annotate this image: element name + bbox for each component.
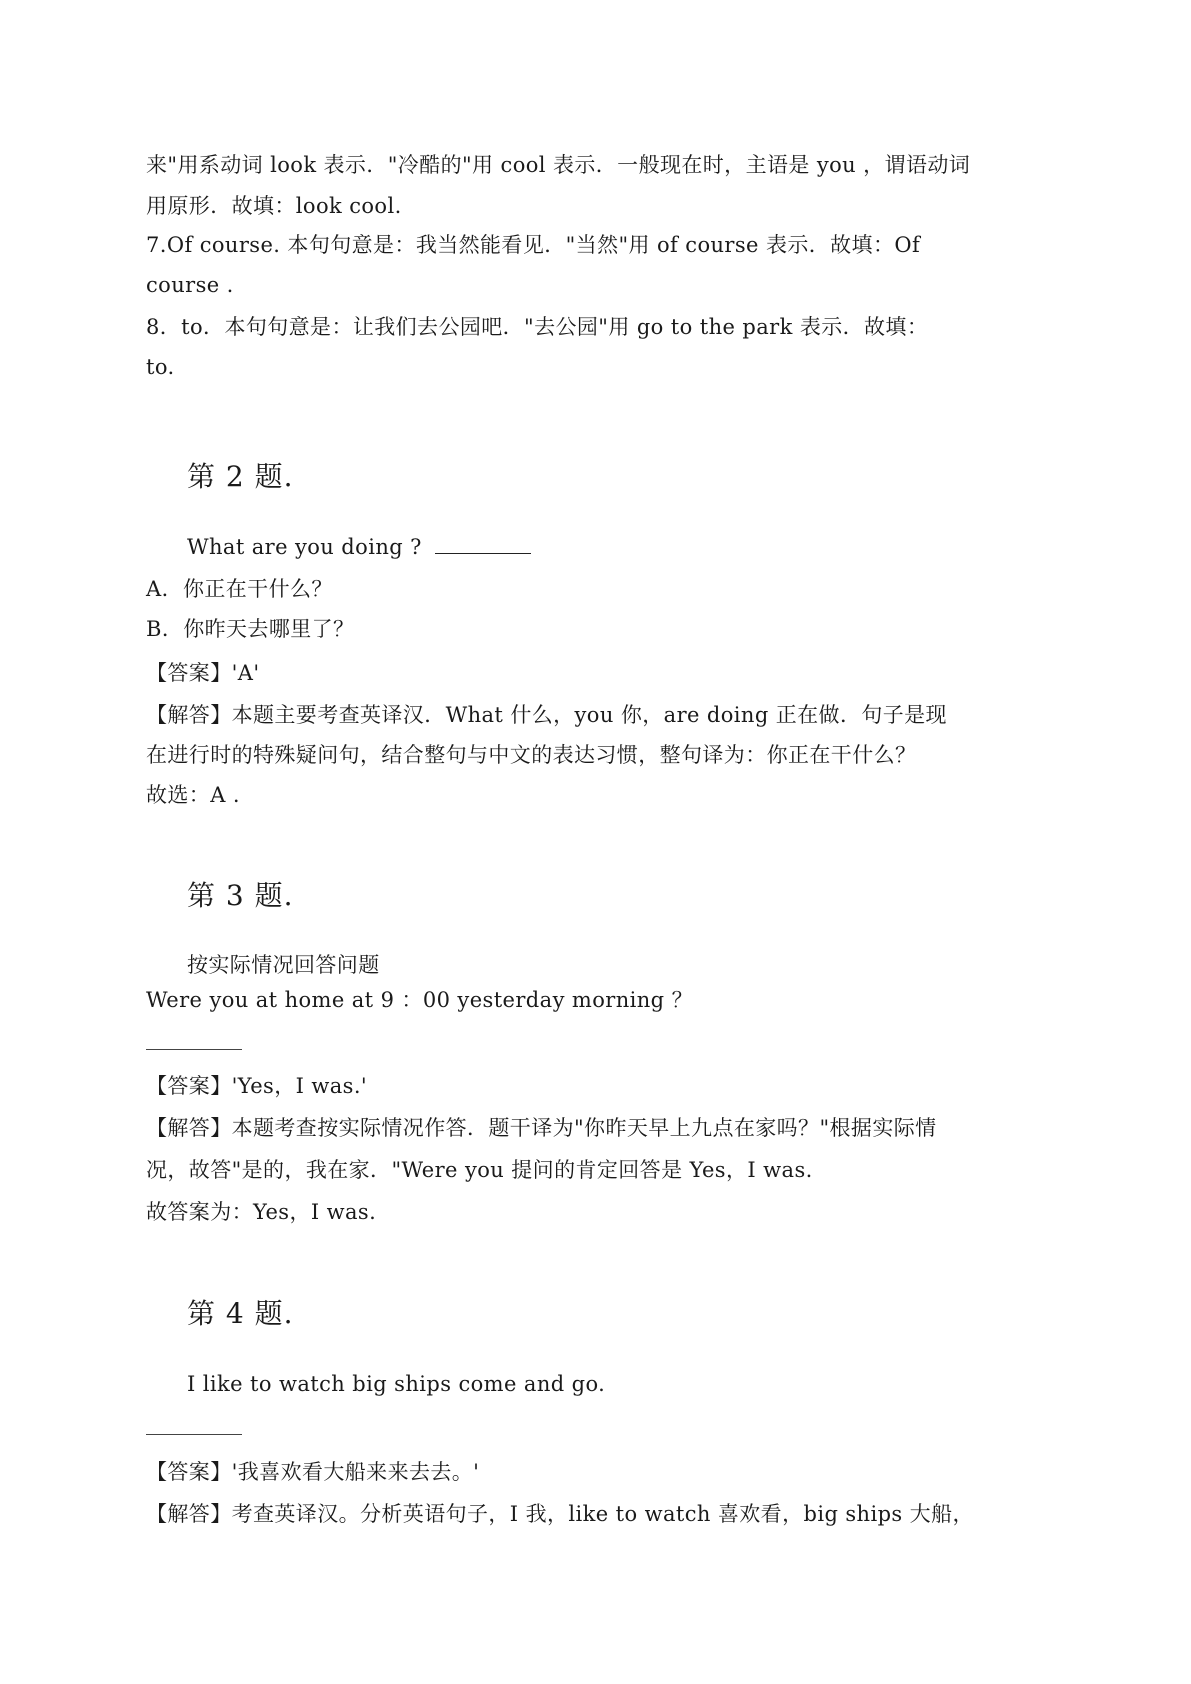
question-3-explanation: 况，故答"是的，我在家．"Were you 提问的肯定回答是 Yes，I was.	[146, 1158, 813, 1182]
question-2-answer: 【答案】'A'	[146, 661, 260, 685]
question-4-heading: 第 4 题.	[187, 1297, 294, 1330]
prev-solution-line: 来"用系动词 look 表示．"冷酷的"用 cool 表示．一般现在时，主语是 you ，谓语动词	[146, 153, 971, 177]
question-4-stem: I like to watch big ships come and go.	[187, 1372, 606, 1396]
question-4-explanation: 【解答】考查英译汉。分析英语句子，I 我，like to watch 喜欢看，big ships 大船，	[146, 1502, 974, 1526]
question-3-explanation: 故答案为：Yes，I was.	[146, 1200, 377, 1224]
question-2-heading: 第 2 题.	[187, 460, 294, 493]
question-2-explanation: 【解答】本题主要考查英译汉．What 什么，you 你，are doing 正在做．句子是现	[146, 703, 947, 727]
question-2-explanation: 在进行时的特殊疑问句，结合整句与中文的表达习惯，整句译为：你正在干什么？	[146, 743, 917, 767]
question-2-stem: What are you doing ?	[187, 535, 422, 559]
option-b: B．你昨天去哪里了？	[146, 617, 355, 641]
answer-blank	[435, 533, 531, 554]
solution-item-8: 8．to．本句句意是：让我们去公园吧．"去公园"用 go to the park 表示．故填：	[146, 315, 929, 339]
option-a: A．你正在干什么？	[146, 577, 333, 601]
answer-blank	[146, 1434, 242, 1435]
question-2-explanation: 故选：A .	[146, 783, 240, 807]
question-3-stem: Were you at home at 9 ：00 yesterday morning ？	[146, 988, 693, 1012]
solution-item-7: 7.Of course. 本句句意是：我当然能看见．"当然"用 of course 表示．故填：Of	[146, 233, 921, 257]
answer-blank	[146, 1049, 242, 1050]
question-3-answer: 【答案】'Yes，I was.'	[146, 1074, 368, 1098]
solution-item-8-cont: to.	[146, 355, 175, 379]
prev-solution-line: 用原形．故填：look cool.	[146, 194, 402, 218]
question-4-answer: 【答案】'我喜欢看大船来来去去。'	[146, 1460, 480, 1484]
solution-item-7-cont: course .	[146, 273, 234, 297]
question-3-explanation: 【解答】本题考查按实际情况作答．题干译为"你昨天早上九点在家吗？"根据实际情	[146, 1116, 937, 1140]
question-3-heading: 第 3 题.	[187, 879, 294, 912]
question-3-instruction: 按实际情况回答问题	[187, 953, 380, 977]
question-2-stem-row	[187, 532, 531, 562]
